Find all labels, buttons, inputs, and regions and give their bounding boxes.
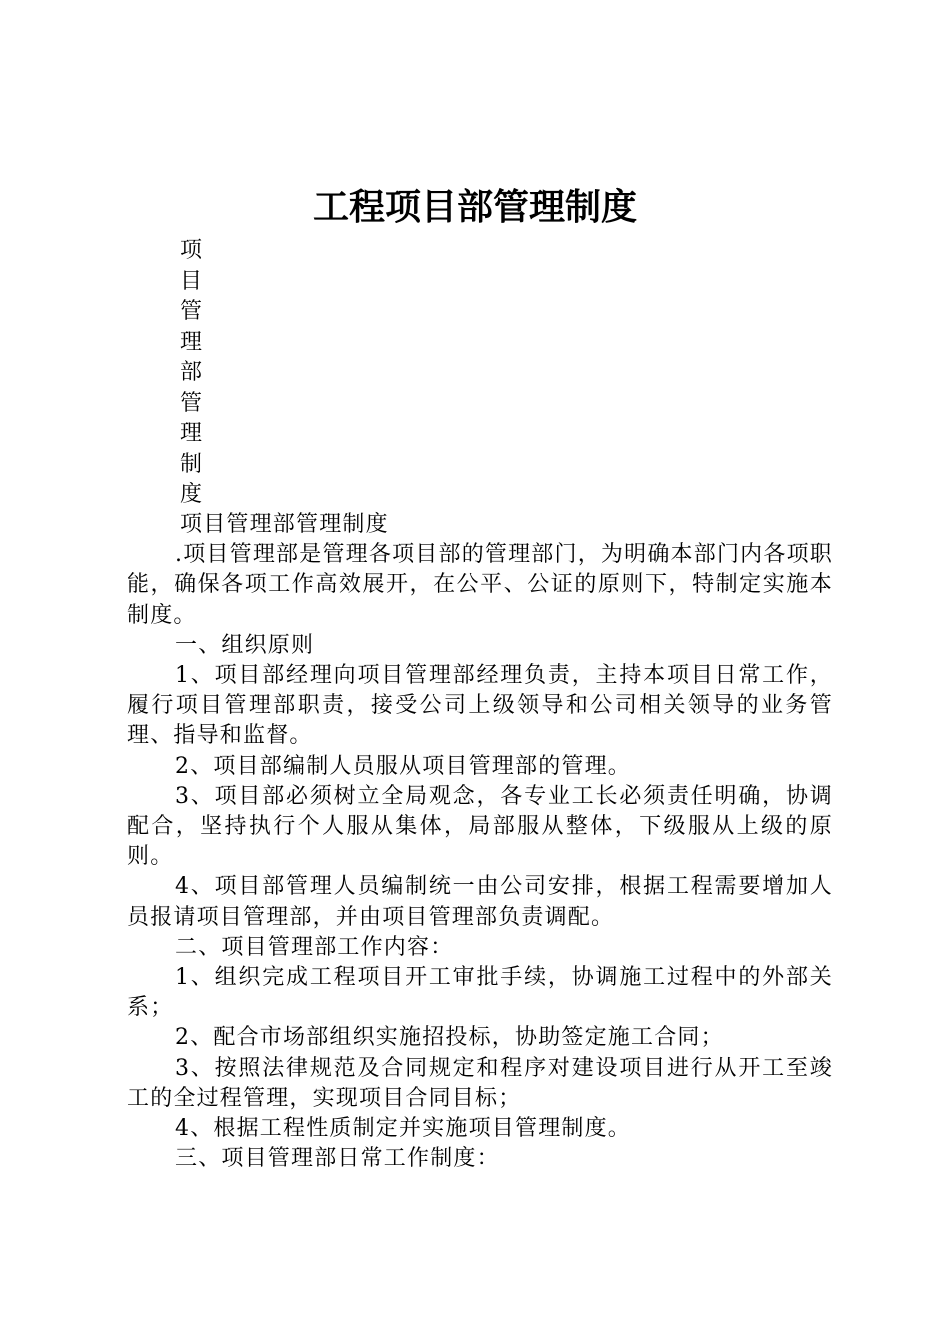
vertical-heading [180,236,210,511]
vertical-char: 项 [180,238,203,263]
paragraph: 1、组织完成工程项目开工审批手续，协调施工过程中的外部关系； [127,965,833,1021]
vertical-char: 目 [180,268,203,294]
vertical-char: 管 [180,299,203,324]
vertical-char: 理 [180,421,203,446]
section-heading-1: 一、组织原则 [175,632,315,658]
paragraph: 4、项目部管理人员编制统一由公司安排，根据工程需要增加人员报请项目管理部，并由项目管理部负责调配。 [127,874,833,930]
vertical-char: 部 [180,360,203,385]
document-title: 工程项目部管理制度 [312,187,637,228]
paragraph: 1、项目部经理向项目管理部经理负责，主持本项目日常工作，履行项目管理部职责，接受公司上级领导和公司相关领导的业务管理、指导和监督。 [127,663,833,749]
paragraph: 3、按照法律规范及合同规定和程序对建设项目进行从开工至竣工的全过程管理，实现项目合同目标； [127,1055,833,1111]
paragraph-intro: .项目管理部是管理各项目部的管理部门，为明确本部门内各项职能，确保各项工作高效展开，在公平、公证的原则下，特制定实施本制度。 [127,542,833,628]
section-heading-3: 三、项目管理部日常工作制度： [175,1146,500,1172]
document-body [127,510,833,1174]
paragraph: 2、配合市场部组织实施招投标，协助签定施工合同； [175,1025,724,1051]
vertical-char: 管 [180,390,203,416]
paragraph: 4、根据工程性质制定并实施项目管理制度。 [175,1116,631,1142]
vertical-char: 度 [180,482,203,507]
document-subtitle: 项目管理部管理制度 [180,512,389,537]
vertical-char: 制 [180,451,203,477]
section-heading-2: 二、项目管理部工作内容： [175,934,454,960]
vertical-char: 理 [180,329,203,355]
paragraph: 2、项目部编制人员服从项目管理部的管理。 [175,753,631,779]
paragraph: 3、项目部必须树立全局观念，各专业工长必须责任明确，协调配合，坚持执行个人服从集体，局部服从整体，下级服从上级的原则。 [127,783,833,870]
